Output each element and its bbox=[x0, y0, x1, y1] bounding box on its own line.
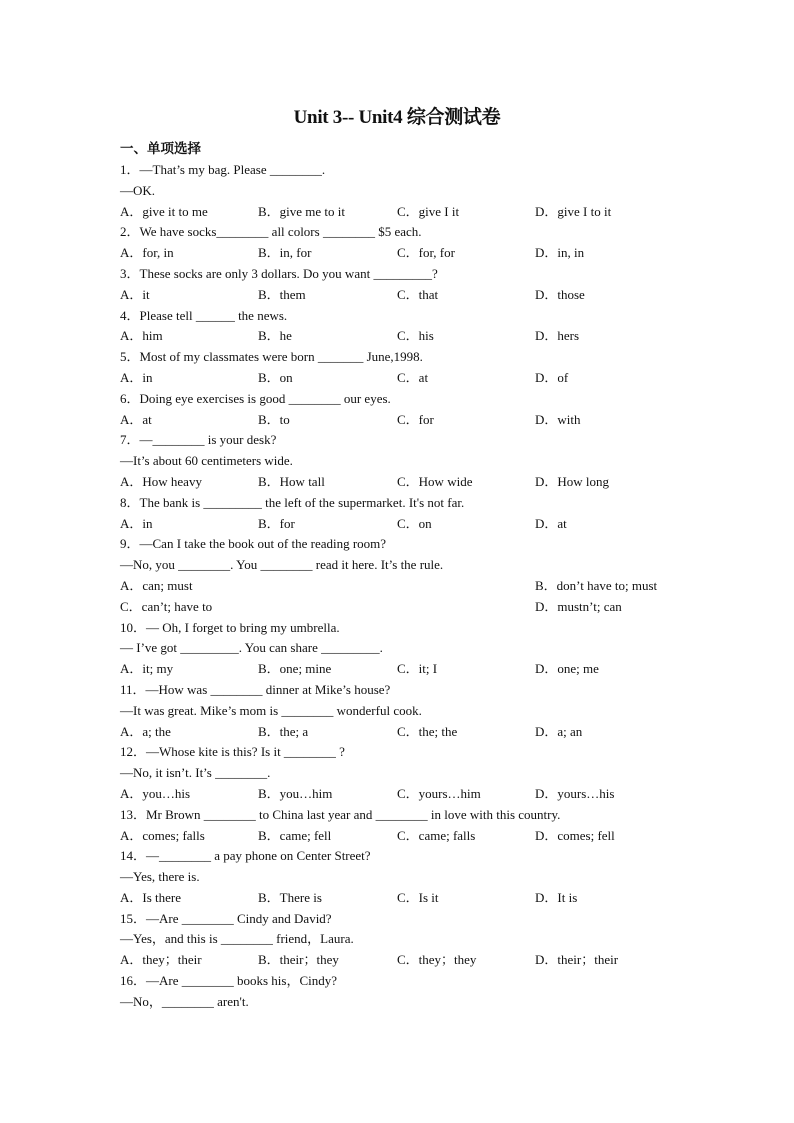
question-line: 7．—________ is your desk? bbox=[120, 432, 277, 448]
answer-option: A．Is there bbox=[120, 889, 182, 905]
page-title: Unit 3-- Unit4 综合测试卷 bbox=[293, 107, 501, 128]
question-line: 9．—Can I take the book out of the reading room? bbox=[120, 536, 387, 552]
answer-option: D．one; me bbox=[535, 661, 599, 677]
answer-option: D．with bbox=[535, 411, 581, 427]
answer-option: B．them bbox=[258, 286, 306, 302]
question-line: 2．We have socks________ all colors ________ $5 each. bbox=[120, 224, 422, 240]
answer-option: C．How wide bbox=[397, 473, 473, 489]
options-row bbox=[120, 659, 680, 680]
answer-option: C．came; falls bbox=[397, 827, 476, 843]
answer-option: D．give I to it bbox=[535, 203, 612, 219]
answer-option: A．give it to me bbox=[120, 203, 208, 219]
answer-option: A．can; must bbox=[120, 577, 193, 593]
options-row bbox=[120, 243, 680, 264]
answer-option: A．for, in bbox=[120, 245, 174, 261]
answer-option: C．can’t; have to bbox=[120, 598, 213, 614]
answer-option: B．you…him bbox=[258, 785, 333, 801]
answer-option: D．How long bbox=[535, 473, 610, 489]
answer-option: A．it bbox=[120, 286, 150, 302]
question-line: 12．—Whose kite is this? Is it ________ ? bbox=[120, 744, 345, 760]
question-line: 4．Please tell ______ the news. bbox=[120, 307, 288, 323]
answer-option: D．a; an bbox=[535, 723, 583, 739]
question-line: —No, it isn’t. It’s ________. bbox=[120, 765, 271, 781]
question-line: —It was great. Mike’s mom is ________ wonderful cook. bbox=[120, 702, 422, 718]
answer-option: C．give I it bbox=[397, 203, 460, 219]
answer-option: B．their；they bbox=[258, 952, 339, 968]
answer-option: B．How tall bbox=[258, 473, 325, 489]
options-row bbox=[120, 826, 680, 847]
question-line: 11．—How was ________ dinner at Mike’s house? bbox=[120, 681, 391, 697]
options-row bbox=[120, 472, 680, 493]
answer-option: C．it; I bbox=[397, 661, 438, 677]
question-line: 8．The bank is _________ the left of the supermarket. It's not far. bbox=[120, 494, 465, 510]
answer-option: C．they；they bbox=[397, 952, 477, 968]
answer-option: D．their；their bbox=[535, 952, 619, 968]
answer-option: C．yours…him bbox=[397, 785, 481, 801]
question-line: —OK. bbox=[120, 182, 156, 198]
answer-option: A．in bbox=[120, 515, 153, 531]
options-row bbox=[120, 202, 680, 223]
question-line: — I’ve got _________. You can share _________. bbox=[120, 640, 383, 656]
question-line: 14．—________ a pay phone on Center Street? bbox=[120, 848, 371, 864]
question-line: 1．—That’s my bag. Please ________. bbox=[120, 162, 326, 177]
question-line: 16．—Are ________ books his，Cindy? bbox=[120, 973, 338, 989]
answer-option: A．him bbox=[120, 328, 163, 344]
answer-option: D．yours…his bbox=[535, 785, 615, 801]
answer-option: A．it; my bbox=[120, 661, 174, 677]
answer-option: A．in bbox=[120, 369, 153, 385]
answer-option: B．in, for bbox=[258, 245, 312, 261]
answer-option: C．Is it bbox=[397, 889, 439, 905]
answer-option: B．the; a bbox=[258, 723, 309, 739]
question-line: 3．These socks are only 3 dollars. Do you want _________? bbox=[120, 265, 438, 281]
answer-option: A．you…his bbox=[120, 785, 191, 801]
answer-option: B．give me to it bbox=[258, 203, 346, 219]
question-line: —No, you ________. You ________ read it here. It’s the rule. bbox=[120, 557, 444, 573]
options-row bbox=[120, 285, 680, 306]
question-line: 5．Most of my classmates were born _______ June,1998. bbox=[120, 349, 423, 365]
answer-option: D．in, in bbox=[535, 245, 585, 261]
answer-option: B．on bbox=[258, 369, 293, 385]
options-row bbox=[120, 888, 680, 909]
question-line: —Yes, there is. bbox=[120, 869, 200, 885]
answer-option: D．comes; fell bbox=[535, 827, 615, 843]
answer-option: C．the; the bbox=[397, 723, 458, 739]
question-line: 10．— Oh, I forget to bring my umbrella. bbox=[120, 619, 340, 635]
answer-option: D．hers bbox=[535, 328, 580, 344]
question-line: 13．Mr Brown ________ to China last year and ________ in love with this country. bbox=[120, 806, 561, 822]
question-line: —It’s about 60 centimeters wide. bbox=[120, 453, 293, 469]
answer-option: B．don’t have to; must bbox=[535, 577, 658, 593]
answer-option: C．on bbox=[397, 515, 432, 531]
question-line: 6．Doing eye exercises is good ________ our eyes. bbox=[120, 390, 391, 406]
answer-option: A．a; the bbox=[120, 723, 171, 739]
answer-option: C．for, for bbox=[397, 245, 455, 261]
answer-option: A．they；their bbox=[120, 952, 202, 968]
answer-option: C．at bbox=[397, 369, 429, 385]
answer-option: A．at bbox=[120, 411, 152, 427]
question-line: 15．—Are ________ Cindy and David? bbox=[120, 910, 332, 926]
options-row bbox=[120, 576, 680, 597]
question-line: —No，________ aren't. bbox=[120, 993, 249, 1009]
options-row bbox=[120, 722, 680, 743]
options-row bbox=[120, 784, 680, 805]
answer-option: C．that bbox=[397, 286, 439, 302]
answer-option: A．comes; falls bbox=[120, 827, 205, 843]
answer-option: D．mustn’t; can bbox=[535, 598, 622, 614]
answer-option: B．came; fell bbox=[258, 827, 332, 843]
question-list bbox=[120, 160, 680, 1013]
answer-option: C．for bbox=[397, 411, 434, 427]
answer-option: B．There is bbox=[258, 889, 322, 905]
options-row bbox=[120, 597, 680, 618]
options-row bbox=[120, 326, 680, 347]
answer-option: B．he bbox=[258, 328, 292, 344]
answer-option: B．one; mine bbox=[258, 661, 332, 677]
answer-option: C．his bbox=[397, 328, 434, 344]
answer-option: B．for bbox=[258, 515, 295, 531]
options-row bbox=[120, 368, 680, 389]
section-heading: 一、单项选择 bbox=[120, 141, 201, 156]
answer-option: D．those bbox=[535, 286, 585, 302]
answer-option: B．to bbox=[258, 411, 290, 427]
answer-option: A．How heavy bbox=[120, 473, 202, 489]
options-row bbox=[120, 514, 680, 535]
options-row bbox=[120, 410, 680, 431]
options-row bbox=[120, 950, 680, 971]
answer-option: D．It is bbox=[535, 889, 578, 905]
answer-option: D．at bbox=[535, 515, 567, 531]
answer-option: D．of bbox=[535, 369, 569, 385]
question-line: —Yes，and this is ________ friend，Laura. bbox=[120, 931, 354, 947]
